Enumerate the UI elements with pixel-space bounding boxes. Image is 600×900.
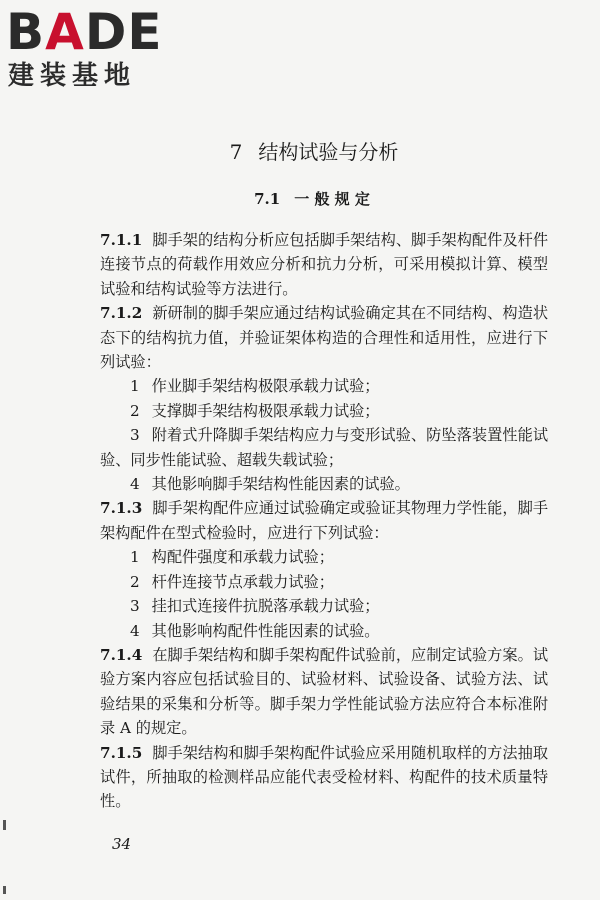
item-text: 其他影响脚手架结构性能因素的试验。	[151, 475, 410, 494]
clause-text: 脚手架的结构分析应包括脚手架结构、脚手架构配件及杆件连接节点的荷载作用效应分析和抗力分析，可采用模拟计算、模型试验和结构试验等方法进行。	[100, 231, 548, 298]
clause-7-1-3	[100, 496, 548, 545]
list-item	[100, 594, 548, 618]
list-item	[100, 423, 548, 472]
item-text: 构配件强度和承载力试验；	[151, 548, 334, 567]
section-number: 7.1	[254, 190, 281, 208]
item-number: 3	[130, 426, 140, 445]
scan-edge-mark	[3, 886, 6, 894]
clause-number: 7.1.4	[100, 645, 143, 664]
clause-number: 7.1.5	[100, 743, 143, 762]
item-number: 4	[130, 621, 140, 640]
item-number: 3	[130, 597, 140, 616]
item-number: 2	[130, 572, 140, 591]
list-item	[100, 399, 548, 423]
clause-number: 7.1.2	[100, 304, 143, 323]
clauses-body	[100, 228, 548, 814]
item-text: 附着式升降脚手架结构应力与变形试验、防坠落装置性能试验、同步性能试验、超载失载试验；	[100, 426, 548, 469]
list-item	[100, 472, 548, 496]
logo-letters-de: DE	[84, 3, 163, 61]
clause-7-1-5	[100, 741, 548, 814]
logo-letter-b: B	[6, 3, 46, 61]
logo	[6, 4, 176, 96]
chapter-title	[0, 138, 600, 166]
item-number: 1	[130, 548, 140, 567]
list-item	[100, 374, 548, 398]
clause-number: 7.1.1	[100, 231, 143, 249]
item-text: 支撑脚手架结构极限承载力试验；	[151, 401, 380, 420]
clause-number: 7.1.3	[100, 499, 143, 518]
clause-text: 新研制的脚手架应通过结构试验确定其在不同结构、构造状态下的结构抗力值，并验证架体构造的合理性和适用性，应进行下列试验：	[100, 304, 548, 372]
chapter-title-text: 结构试验与分析	[258, 140, 399, 164]
list-item	[100, 545, 548, 569]
item-number: 1	[130, 377, 140, 396]
section-title	[0, 188, 600, 210]
clause-7-1-1	[100, 228, 548, 301]
item-number: 2	[130, 401, 140, 420]
clause-7-1-4	[100, 643, 548, 741]
logo-subtitle: 建装基地	[8, 61, 137, 91]
logo-wordmark	[6, 4, 163, 60]
item-text: 杆件连接节点承载力试验；	[151, 572, 334, 591]
page-number: 34	[112, 835, 132, 853]
item-number: 4	[130, 475, 140, 494]
logo-letter-a: A	[45, 3, 85, 61]
list-item	[100, 570, 548, 594]
clause-text: 脚手架结构和脚手架构配件试验应采用随机取样的方法抽取试件，所抽取的检测样品应能代表受检材料、构配件的技术质量特性。	[100, 743, 548, 811]
item-text: 其他影响构配件性能因素的试验。	[151, 621, 380, 640]
chapter-number: 7	[229, 140, 243, 164]
item-text: 作业脚手架结构极限承载力试验；	[151, 377, 380, 396]
scan-edge-mark	[3, 820, 6, 830]
clause-7-1-2	[100, 301, 548, 374]
clause-text: 脚手架构配件应通过试验确定或验证其物理力学性能，脚手架构配件在型式检验时，应进行下列试验：	[100, 499, 548, 542]
list-item	[100, 619, 548, 643]
item-text: 挂扣式连接件抗脱落承载力试验；	[151, 597, 380, 616]
section-title-text: 一 般 规 定	[294, 190, 370, 208]
clause-text: 在脚手架结构和脚手架构配件试验前，应制定试验方案。试验方案内容应包括试验目的、试验材料、试验设备、试验方法、试验结果的采集和分析等。脚手架力学性能试验方法应符合本标准附录 A 的规定。	[100, 645, 548, 738]
